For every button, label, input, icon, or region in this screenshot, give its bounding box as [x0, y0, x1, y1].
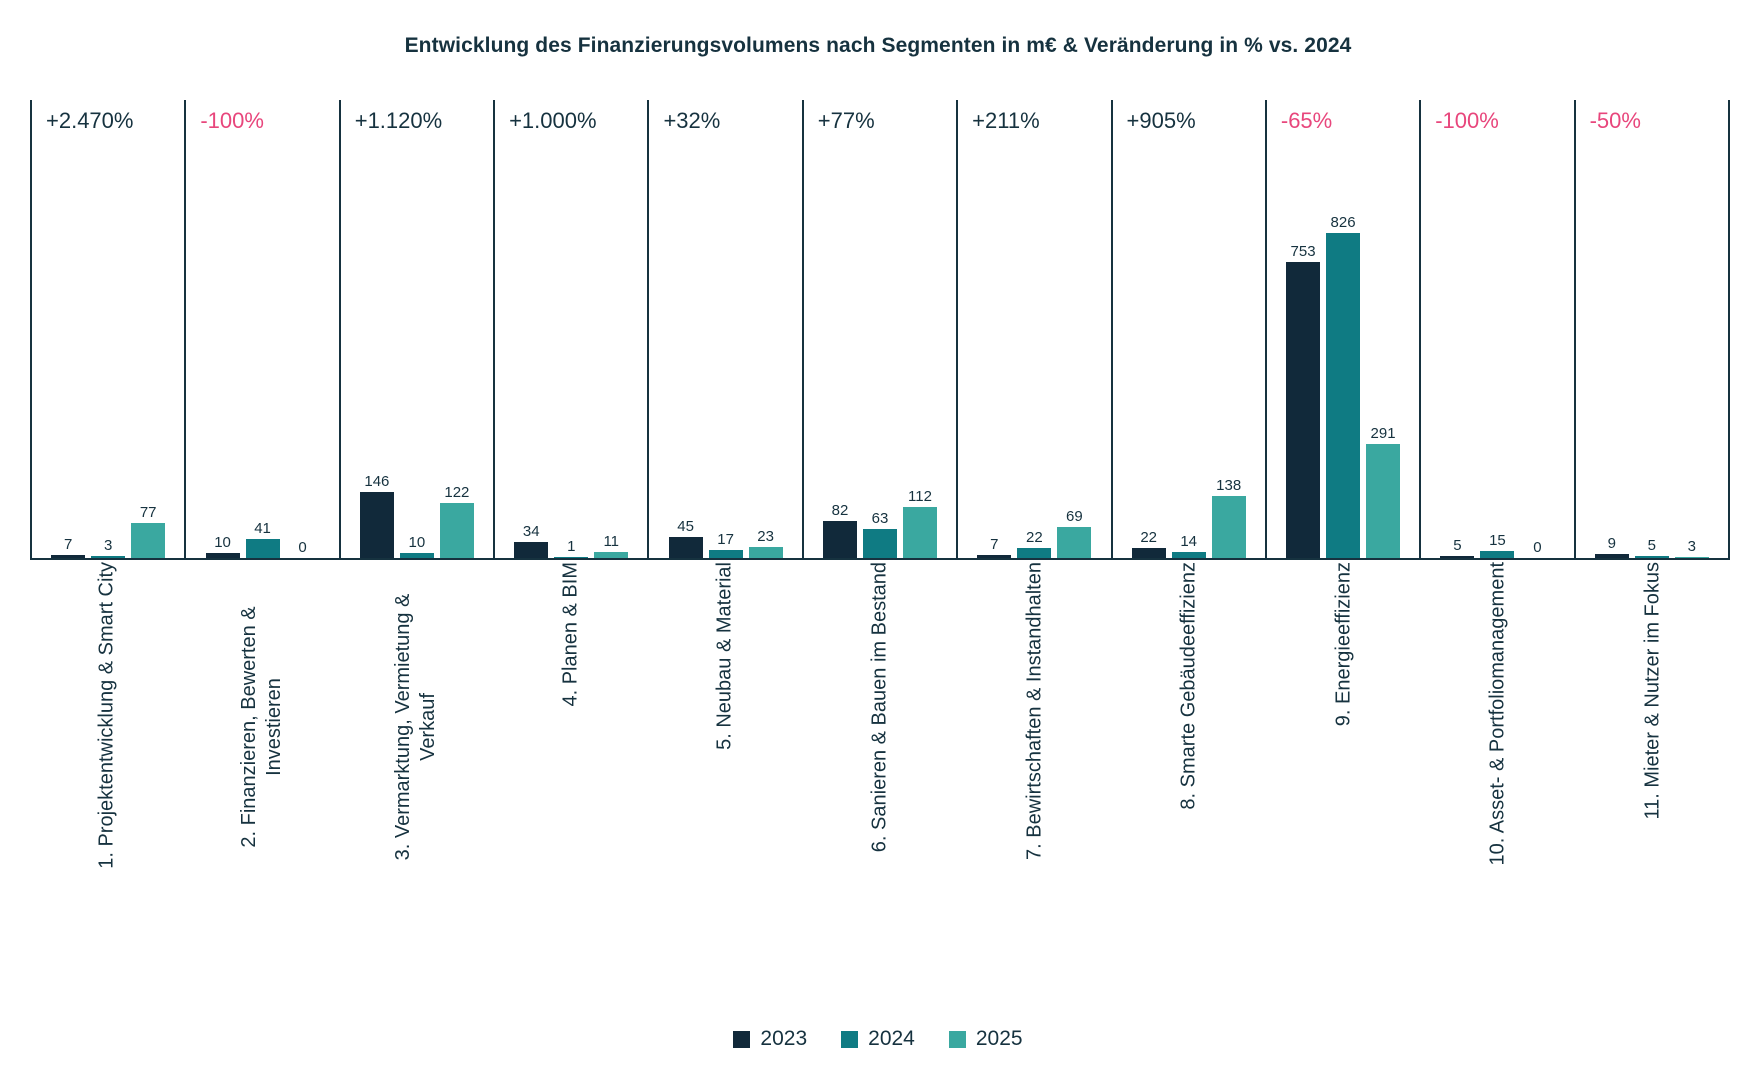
category-cell-4: [494, 562, 649, 962]
bar-item[interactable]: [1326, 158, 1360, 558]
category-label-9: 9. Energieeffizienz: [1332, 562, 1355, 727]
category-cell-3: [339, 562, 494, 962]
plot-area: [30, 100, 1730, 560]
bar-group-8: [1113, 158, 1265, 558]
bar-item[interactable]: [514, 158, 548, 558]
bar-item[interactable]: [1520, 158, 1554, 558]
panel-baseline: [495, 558, 647, 560]
bar-item[interactable]: [1212, 158, 1246, 558]
category-cell-7: [957, 562, 1112, 962]
bar-value: 7: [64, 536, 73, 553]
bar-2024[interactable]: [1017, 548, 1051, 558]
bar-value: 69: [1065, 508, 1083, 525]
chart-legend: [0, 1027, 1756, 1051]
category-cell-6: [803, 562, 958, 962]
category-label-5: 5. Neubau & Material: [713, 562, 736, 750]
chart-panel-3: [339, 100, 493, 560]
bar-value: 77: [139, 504, 157, 521]
bar-2023[interactable]: [1286, 262, 1320, 558]
bar-value: 7: [990, 536, 999, 553]
bar-item[interactable]: [1132, 158, 1166, 558]
category-label-3: 3. Vermarktung, Vermietung & Verkauf: [392, 593, 440, 861]
bar-value: 5: [1647, 537, 1656, 554]
bar-2023[interactable]: [1132, 548, 1166, 558]
bar-item[interactable]: [131, 158, 165, 558]
chart-panel-9: [1265, 100, 1419, 560]
bar-value: 10: [408, 534, 426, 551]
bar-group-3: [341, 158, 493, 558]
bar-item[interactable]: [286, 158, 320, 558]
bar-2025[interactable]: [1212, 496, 1246, 558]
bar-group-9: [1267, 158, 1419, 558]
bar-value: 138: [1216, 477, 1242, 494]
bar-item[interactable]: [1440, 158, 1474, 558]
bar-item[interactable]: [823, 158, 857, 558]
bar-value: 291: [1370, 425, 1396, 442]
delta-label-11: -50%: [1589, 108, 1641, 133]
bar-value: 14: [1180, 533, 1198, 550]
panel-baseline: [958, 558, 1110, 560]
panel-baseline: [649, 558, 801, 560]
bar-item[interactable]: [400, 158, 434, 558]
bar-value: 146: [364, 473, 390, 490]
bar-2024[interactable]: [1480, 551, 1514, 558]
bar-item[interactable]: [903, 158, 937, 558]
bar-value: 11: [603, 533, 620, 550]
bar-group-11: [1576, 158, 1728, 558]
bar-2024[interactable]: [246, 539, 280, 558]
bar-2025[interactable]: [131, 523, 165, 558]
bar-2024[interactable]: [709, 550, 743, 558]
chart-panel-6: [802, 100, 956, 560]
bar-value: 122: [444, 484, 470, 501]
bar-2025[interactable]: [440, 503, 474, 558]
legend-label: 2023: [760, 1027, 808, 1050]
delta-label-10: -100%: [1435, 108, 1499, 133]
category-cell-2: [185, 562, 340, 962]
delta-label-2: -100%: [200, 108, 264, 133]
bar-value: 0: [298, 539, 307, 556]
panel-baseline: [1113, 558, 1265, 560]
bar-value: 753: [1290, 243, 1316, 260]
category-cell-8: [1112, 562, 1267, 962]
bar-item[interactable]: [1480, 158, 1514, 558]
bar-item[interactable]: [360, 158, 394, 558]
legend-item-2025[interactable]: [949, 1027, 1023, 1051]
bar-value: 0: [1533, 539, 1542, 556]
chart-title: Entwicklung des Finanzierungsvolumens nach Segmenten in m€ & Veränderung in % vs. 2024: [404, 34, 1352, 57]
category-cell-9: [1266, 562, 1421, 962]
bar-2025[interactable]: [1057, 527, 1091, 558]
delta-label-8: +905%: [1126, 108, 1196, 133]
legend-label: 2024: [868, 1027, 915, 1050]
category-label-4: 4. Planen & BIM: [559, 562, 582, 707]
bar-group-4: [495, 158, 647, 558]
chart-panel-4: [493, 100, 647, 560]
bar-value: 3: [1687, 538, 1696, 555]
bar-item[interactable]: [1017, 158, 1051, 558]
bar-value: 22: [1025, 529, 1043, 546]
category-cell-10: [1421, 562, 1576, 962]
bar-value: 15: [1489, 532, 1506, 549]
bar-item[interactable]: [1595, 158, 1629, 558]
legend-item-2023[interactable]: [733, 1027, 807, 1051]
bar-item[interactable]: [246, 158, 280, 558]
chart-panel-10: [1419, 100, 1573, 560]
bar-item[interactable]: [1172, 158, 1206, 558]
category-cell-11: [1575, 562, 1730, 962]
bar-item[interactable]: [709, 158, 743, 558]
chart-panel-11: [1574, 100, 1730, 560]
bar-value: 3: [104, 537, 113, 554]
chart-panel-1: [30, 100, 184, 560]
bar-group-7: [958, 158, 1110, 558]
bar-item[interactable]: [669, 158, 703, 558]
panel-baseline: [186, 558, 338, 560]
bar-item[interactable]: [977, 158, 1011, 558]
delta-label-4: +1.000%: [509, 108, 597, 133]
bar-2025[interactable]: [749, 547, 783, 558]
category-label-6: 6. Sanieren & Bauen im Bestand: [868, 562, 891, 853]
bar-value: 17: [717, 531, 734, 548]
bar-item[interactable]: [863, 158, 897, 558]
bar-item[interactable]: [554, 158, 588, 558]
category-axis: [30, 562, 1730, 962]
delta-label-7: +211%: [972, 108, 1040, 133]
bar-item[interactable]: [594, 158, 628, 558]
bar-2023[interactable]: [669, 537, 703, 558]
delta-label-6: +77%: [817, 108, 875, 133]
bar-item[interactable]: [1635, 158, 1669, 558]
bar-value: 82: [831, 502, 849, 519]
bar-item[interactable]: [1057, 158, 1091, 558]
bar-item[interactable]: [51, 158, 85, 558]
chart-panel-7: [956, 100, 1110, 560]
bar-2024[interactable]: [1326, 233, 1360, 558]
bar-value: 112: [908, 488, 932, 505]
bar-group-6: [804, 158, 956, 558]
chart-panel-5: [647, 100, 801, 560]
legend-swatch-icon: [949, 1031, 966, 1048]
category-cell-5: [648, 562, 803, 962]
bar-value: 826: [1330, 214, 1356, 231]
category-label-7: 7. Bewirtschaften & Instandhalten: [1023, 562, 1046, 860]
bar-2025[interactable]: [903, 507, 937, 558]
bar-value: 45: [677, 518, 694, 535]
legend-label: 2025: [975, 1027, 1023, 1050]
panel-baseline: [804, 558, 956, 560]
bar-value: 10: [214, 534, 231, 551]
bar-value: 34: [522, 523, 540, 540]
panel-baseline: [1421, 558, 1573, 560]
bar-group-2: [186, 158, 338, 558]
category-label-10: 10. Asset- & Portfoliomanagement: [1486, 562, 1509, 866]
bar-value: 23: [757, 528, 774, 545]
bar-group-10: [1421, 158, 1573, 558]
bar-2023[interactable]: [514, 542, 548, 558]
delta-label-9: -65%: [1280, 108, 1333, 133]
bar-2024[interactable]: [863, 529, 897, 558]
bar-2023[interactable]: [360, 492, 394, 558]
bar-item[interactable]: [206, 158, 240, 558]
bar-value: 1: [567, 538, 576, 555]
legend-swatch-icon: [733, 1031, 750, 1048]
category-label-1: 1. Projektentwicklung & Smart City: [95, 562, 118, 869]
bar-item[interactable]: [1675, 158, 1709, 558]
bar-2025[interactable]: [1366, 444, 1400, 558]
bar-value: 22: [1140, 529, 1158, 546]
bar-item[interactable]: [749, 158, 783, 558]
category-label-8: 8. Smarte Gebäudeeffizienz: [1177, 562, 1200, 810]
category-label-11: 11. Mieter & Nutzer im Fokus: [1641, 562, 1664, 820]
bar-value: 63: [871, 510, 889, 527]
bar-value: 9: [1607, 535, 1616, 552]
category-label-2: 2. Finanzieren, Bewerten & Investieren: [237, 606, 285, 848]
bar-group-1: [32, 158, 184, 558]
bar-value: 5: [1453, 537, 1462, 554]
chart-panel-8: [1111, 100, 1265, 560]
delta-label-1: +2.470%: [46, 108, 134, 133]
bar-group-5: [649, 158, 801, 558]
delta-label-3: +1.120%: [354, 108, 443, 133]
bar-item[interactable]: [440, 158, 474, 558]
bar-item[interactable]: [1286, 158, 1320, 558]
chart-panel-2: [184, 100, 338, 560]
bar-item[interactable]: [1366, 158, 1400, 558]
bar-2023[interactable]: [823, 521, 857, 558]
panel-baseline: [1267, 558, 1419, 560]
delta-label-5: +32%: [663, 108, 721, 133]
bar-item[interactable]: [91, 158, 125, 558]
category-cell-1: [30, 562, 185, 962]
legend-item-2024[interactable]: [841, 1027, 915, 1051]
legend-swatch-icon: [841, 1031, 858, 1048]
panel-baseline: [341, 558, 493, 560]
panel-baseline: [1576, 558, 1730, 560]
bar-value: 41: [254, 520, 271, 537]
panel-baseline: [32, 558, 184, 560]
